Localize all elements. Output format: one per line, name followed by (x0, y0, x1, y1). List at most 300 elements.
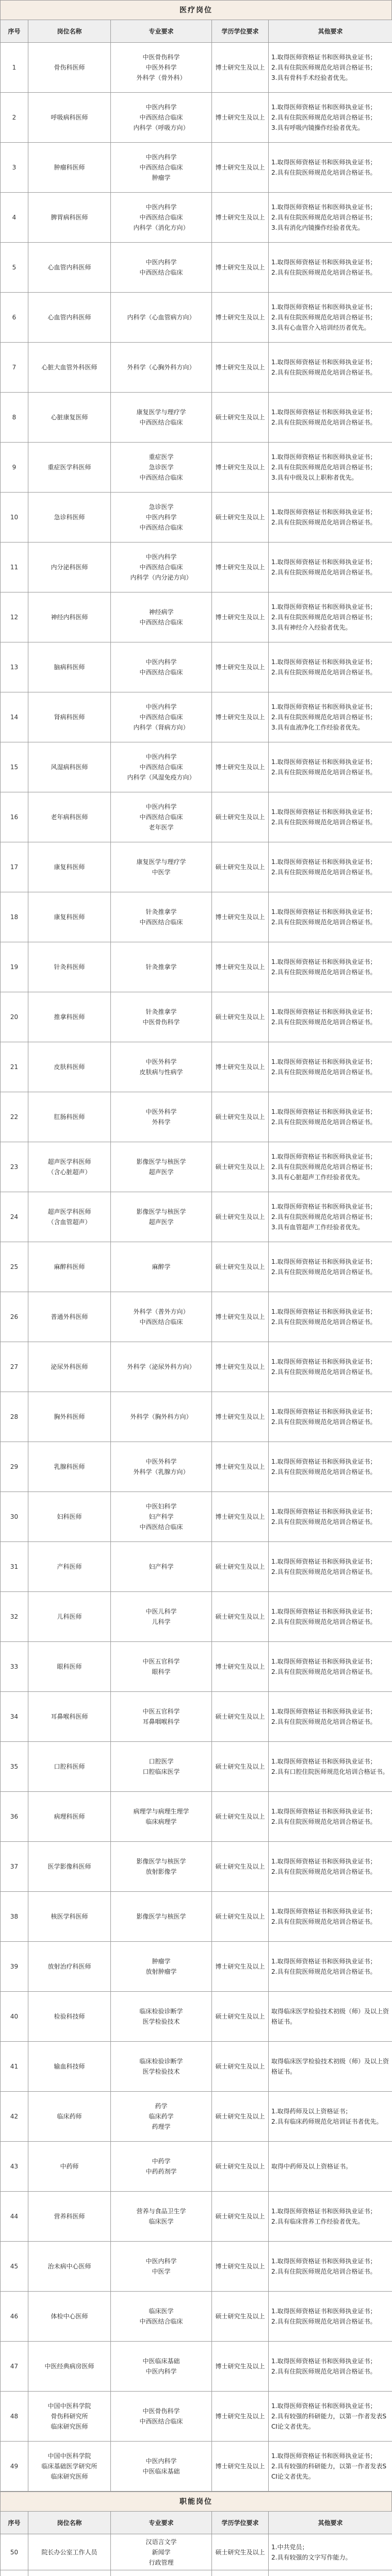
cell-no: 19 (1, 942, 28, 992)
table-row (1, 2242, 392, 2292)
col-header-other: 其他要求 (269, 2512, 392, 2534)
cell-other: 1.取得医师资格证书和医师执业证书； 2.具有口腔住院医师规范化培训合格证书。 (269, 1742, 392, 1792)
cell-degree: 博士研究生及以上 (212, 2442, 269, 2492)
cell-no: 42 (1, 2092, 28, 2142)
cell-name: 肾病科医师 (28, 692, 111, 742)
cell-degree: 博士研究生及以上 (212, 1642, 269, 1692)
cell-other: 1.取得医师资格证书和医师执业证书； 2.具有住院医师规范化培训合格证书； 3.具有心血管介入培训经历者优先。 (269, 293, 392, 343)
cell-other: 1.取得医师资格证书和医师执业证书； 2.具有住院医师规范化培训合格证书； 3.具有中级及以上职称者优先。 (269, 443, 392, 493)
cell-name: 心脏康复医师 (28, 393, 111, 443)
table-row (1, 1942, 392, 1992)
table-row (1, 1842, 392, 1892)
section-title-medical: 医疗岗位 (0, 0, 392, 20)
cell-other: 1.取得医师资格证书和医师执业证书； 2.具有住院医师规范化培训合格证书； 3.具有神经介入经验者优先。 (269, 592, 392, 642)
cell-name: 普通外科医师 (28, 1292, 111, 1342)
cell-other: 1.取得医师资格证书和医师执业证书； 2.具有住院医师规范化培训合格证书。 (269, 543, 392, 592)
cell-no: 8 (1, 393, 28, 443)
cell-major: 中医骨伤科学 中医外科学 外科学（骨外科） (111, 43, 212, 93)
cell-no: 48 (1, 2392, 28, 2442)
cell-other: 1.取得医师资格证书和医师执业证书； 2.具有住院医师规范化培训合格证书。 (269, 1042, 392, 1092)
cell-no: 4 (1, 193, 28, 243)
table-row (1, 2092, 392, 2142)
cell-other: 1.取得医师资格证书和医师执业证书； 2.具有住院医师规范化培训合格证书； 3.具有呼吸内镜操作经验者优先。 (269, 93, 392, 143)
cell-degree: 硕士研究生及以上 (212, 1592, 269, 1642)
cell-degree: 博士研究生及以上 (212, 193, 269, 243)
table-row (1, 1342, 392, 1392)
cell-other: 1.取得药师及以上资格证书； 2.具有临床药师规范化培训证书者优先。 (269, 2092, 392, 2142)
cell-other: 1.取得医师资格证书和医师执业证书； 2.具有住院医师规范化培训合格证书。 (269, 2342, 392, 2392)
cell-no: 43 (1, 2142, 28, 2192)
cell-other: 1.取得医师资格证书和医师执业证书； 2.具有住院医师规范化培训合格证书。 (269, 642, 392, 692)
cell-name: 妇科医师 (28, 1492, 111, 1542)
cell-no: 34 (1, 1692, 28, 1742)
cell-degree: 硕士研究生及以上 (212, 2534, 269, 2570)
cell-name: 神经内科医师 (28, 592, 111, 642)
cell-other: 1.取得医师资格证书和医师执业证书； 2.具有住院医师规范化培训合格证书。 (269, 1592, 392, 1642)
table-row (1, 592, 392, 642)
cell-name: 重症医学科医师 (28, 443, 111, 493)
cell-other: 1.取得医师资格证书和医师执业证书； 2.具有住院医师规范化培训合格证书。 (269, 1242, 392, 1292)
cell-degree: 硕士研究生及以上 (212, 1892, 269, 1942)
table-row (1, 343, 392, 393)
cell-major: 外科学（普外方向） 中西医结合临床 (111, 1292, 212, 1342)
cell-degree (212, 2570, 269, 2576)
header-row (1, 2512, 392, 2534)
col-header-major: 专业要求 (111, 2512, 212, 2534)
cell-no: 47 (1, 2342, 28, 2392)
cell-other: 1.中共党员； 2.具有较强的文字写作能力。 (269, 2534, 392, 2570)
cell-degree: 博士研究生及以上 (212, 2242, 269, 2292)
cell-major: 外科学（泌尿外科方向） (111, 1342, 212, 1392)
table-row (1, 1492, 392, 1542)
cell-major (111, 2570, 212, 2576)
cell-name: 中国中医科学院 临床基础医学研究所 临床研究医师 (28, 2442, 111, 2492)
cell-other: 1.取得医师资格证书和医师执业证书； 2.具有住院医师规范化培训合格证书。 (269, 1892, 392, 1942)
table-row (1, 2534, 392, 2570)
cell-major: 中医外科学 外科学 (111, 1092, 212, 1142)
cell-major: 中医内科学 中西医结合临床 (111, 642, 212, 692)
table-row (1, 1792, 392, 1842)
cell-no: 33 (1, 1642, 28, 1692)
cell-major: 肿瘤学 放射肿瘤学 (111, 1942, 212, 1992)
table-row (1, 1042, 392, 1092)
cell-degree: 硕士研究生及以上 (212, 1842, 269, 1892)
table-row (1, 1542, 392, 1592)
cell-other: 1.取得医师资格证书和医师执业证书； 2.具有住院医师规范化培训合格证书。 (269, 1492, 392, 1542)
cell-major: 重症医学 急诊医学 中西医结合临床 (111, 443, 212, 493)
cell-degree: 博士研究生及以上 (212, 293, 269, 343)
section-title-functional: 职能岗位 (0, 2492, 392, 2511)
cell-other: 1.取得医师资格证书和医师执业证书； 2.具有住院医师规范化培训合格证书。 (269, 1542, 392, 1592)
cell-major: 中药学 中药药剂学 (111, 2142, 212, 2192)
cell-degree: 博士研究生及以上 (212, 543, 269, 592)
table-row (1, 692, 392, 742)
table-row (1, 992, 392, 1042)
cell-degree: 博士研究生及以上 (212, 592, 269, 642)
cell-degree: 硕士研究生及以上 (212, 2192, 269, 2242)
cell-major: 中医妇科学 妇产科学 中西医结合临床 (111, 1492, 212, 1542)
cell-name: 老年病科医师 (28, 792, 111, 842)
table-row (1, 1642, 392, 1692)
col-header-degree: 学历学位要求 (212, 20, 269, 43)
cell-other: 1.取得医师资格证书和医师执业证书； 2.具有住院医师规范化培训合格证书。 (269, 1642, 392, 1692)
cell-name: 核医学科医师 (28, 1892, 111, 1942)
cell-other: 1.取得医师资格证书和医师执业证书； 2.具有住院医师规范化培训合格证书。 (269, 1292, 392, 1342)
functional-positions-table (0, 2511, 392, 2576)
cell-major: 口腔医学 口腔临床医学 (111, 1742, 212, 1792)
cell-other: 1.取得医师资格证书和医师执业证书； 2.具有住院医师规范化培训合格证书。 (269, 2242, 392, 2292)
cell-major: 神经病学 中西医结合临床 (111, 592, 212, 642)
cell-name: 乳腺科医师 (28, 1442, 111, 1492)
cell-other: 1.取得医师资格证书和医师执业证书； 2.具有住院医师规范化培训合格证书。 (269, 1342, 392, 1392)
cell-major: 中医五官科学 眼科学 (111, 1642, 212, 1692)
cell-major: 内科学（心血管病方向） (111, 293, 212, 343)
cell-name: 输血科技师 (28, 2042, 111, 2092)
cell-degree: 博士研究生及以上 (212, 1342, 269, 1392)
cell-no: 16 (1, 792, 28, 842)
cell-no: 50 (1, 2534, 28, 2570)
cell-major: 药学 临床药学 药理学 (111, 2092, 212, 2142)
cell-other: 1.取得医师资格证书和医师执业证书； 2.具有住院医师规范化培训合格证书。 (269, 1092, 392, 1142)
cell-no: 20 (1, 992, 28, 1042)
table-row (1, 842, 392, 892)
table-row (1, 1142, 392, 1192)
cell-other: 1.取得医师资格证书和医师执业证书； 2.具有住院医师规范化培训合格证书。 (269, 942, 392, 992)
cell-major: 中医内科学 中西医结合临床 内科学（消化方向） (111, 193, 212, 243)
cell-major: 中医外科学 皮肤病与性病学 (111, 1042, 212, 1092)
table-row (1, 1692, 392, 1742)
cell-other: 1.取得医师资格证书和医师执业证书； 2.具有住院医师规范化培训合格证书； 3.具有消化内镜操作经验者优先。 (269, 193, 392, 243)
cell-name: 临床药师 (28, 2092, 111, 2142)
cell-other: 1.取得医师资格证书和医师执业证书； 2.具有住院医师规范化培训合格证书。 (269, 1692, 392, 1742)
cell-no: 18 (1, 892, 28, 942)
cell-major: 康复医学与理疗学 中医学 (111, 842, 212, 892)
cell-major: 中医内科学 中西医结合临床 内科学（风湿免疫方向） (111, 742, 212, 792)
table-row (1, 1092, 392, 1142)
cell-other: 1.取得医师资格证书和医师执业证书； 2.具有较强的科研能力，以第一作者发表SCI论文者优先。 (269, 2442, 392, 2492)
cell-no: 37 (1, 1842, 28, 1892)
table-row (1, 1392, 392, 1442)
cell-degree: 博士研究生及以上 (212, 443, 269, 493)
medical-table-body (1, 43, 392, 2492)
cell-name: 呼吸病科医师 (28, 93, 111, 143)
cell-name: 中医经典病房医师 (28, 2342, 111, 2392)
cell-other: 1.取得医师资格证书和医师执业证书； 2.具有住院医师规范化培训合格证书。 (269, 792, 392, 842)
cell-no: 7 (1, 343, 28, 393)
cell-major: 临床检验诊断学 医学检验技术 (111, 2042, 212, 2092)
cell-no: 11 (1, 543, 28, 592)
table-row (1, 2142, 392, 2192)
cell-name: 麻醉科医师 (28, 1242, 111, 1292)
cell-degree: 博士研究生及以上 (212, 43, 269, 93)
cell-no: 45 (1, 2242, 28, 2292)
table-row (1, 1292, 392, 1342)
cell-major: 病理学与病理生理学 临床病理学 (111, 1792, 212, 1842)
cell-no: 14 (1, 692, 28, 742)
cell-name: 脾胃病科医师 (28, 193, 111, 243)
cell-degree: 博士研究生及以上 (212, 1442, 269, 1492)
cell-major: 中医内科学 中西医结合临床 肿瘤学 (111, 143, 212, 193)
table-row (1, 143, 392, 193)
cell-no: 46 (1, 2292, 28, 2342)
col-header-name: 岗位名称 (28, 2512, 111, 2534)
table-row (1, 1192, 392, 1242)
cell-name: 儿科医师 (28, 1592, 111, 1642)
table-row (1, 2570, 392, 2576)
cell-major: 中医内科学 中西医结合临床 内科学（肾病方向） (111, 692, 212, 742)
cell-other: 1.取得医师资格证书和医师执业证书； 2.具有住院医师规范化培训合格证书； 3.具有血液净化工作经验者优先。 (269, 692, 392, 742)
cell-degree: 硕士研究生及以上 (212, 493, 269, 543)
cell-no: 22 (1, 1092, 28, 1142)
cell-no: 23 (1, 1142, 28, 1192)
cell-no: 1 (1, 43, 28, 93)
cell-degree: 硕士研究生及以上 (212, 1692, 269, 1742)
cell-degree: 博士研究生及以上 (212, 1292, 269, 1342)
cell-major: 中医骨伤科学 中西医结合临床 (111, 2392, 212, 2442)
table-row (1, 93, 392, 143)
cell-degree: 硕士研究生及以上 (212, 2292, 269, 2342)
cell-degree: 博士研究生及以上 (212, 1492, 269, 1542)
cell-name: 体检中心医师 (28, 2292, 111, 2342)
table-row (1, 393, 392, 443)
cell-degree: 硕士研究生及以上 (212, 2092, 269, 2142)
col-header-name: 岗位名称 (28, 20, 111, 43)
cell-name: 检验科技师 (28, 1992, 111, 2042)
cell-degree: 硕士研究生及以上 (212, 842, 269, 892)
table-row (1, 543, 392, 592)
table-row (1, 43, 392, 93)
cell-degree: 硕士研究生及以上 (212, 2042, 269, 2092)
table-row (1, 243, 392, 293)
cell-other: 1.取得医师资格证书和医师执业证书； 2.具有住院医师规范化培训合格证书。 (269, 243, 392, 293)
cell-name: 心血管内科医师 (28, 243, 111, 293)
cell-name: 皮肤科医师 (28, 1042, 111, 1092)
table-row (1, 2192, 392, 2242)
cell-no: 38 (1, 1892, 28, 1942)
cell-other: 取得中药师及以上资格证书。 (269, 2142, 392, 2192)
cell-name (28, 2570, 111, 2576)
cell-name: 口腔科医师 (28, 1742, 111, 1792)
cell-major: 汉语言文学 新闻学 行政管理 (111, 2534, 212, 2570)
cell-other: 1.取得医师资格证书和医师执业证书； 2.具有住院医师规范化培训合格证书； 3.具有血管超声工作经验者优先。 (269, 1192, 392, 1242)
cell-no: 13 (1, 642, 28, 692)
table-row (1, 443, 392, 493)
cell-degree: 硕士研究生及以上 (212, 1992, 269, 2042)
table-row (1, 2292, 392, 2342)
cell-name: 心血管内科医师 (28, 293, 111, 343)
cell-no: 25 (1, 1242, 28, 1292)
cell-other: 取得临床医学检验技术初级（师）及以上资格证书。 (269, 1992, 392, 2042)
cell-other: 1.取得医师资格证书和医师执业证书； 2.具有住院医师规范化培训合格证书； 3.具有心脏超声工作经验者优先。 (269, 1142, 392, 1192)
cell-degree: 博士研究生及以上 (212, 143, 269, 193)
cell-no: 32 (1, 1592, 28, 1642)
cell-no: 39 (1, 1942, 28, 1992)
cell-name: 肿瘤科医师 (28, 143, 111, 193)
cell-name: 治未病中心医师 (28, 2242, 111, 2292)
cell-degree: 硕士研究生及以上 (212, 1092, 269, 1142)
cell-no: 6 (1, 293, 28, 343)
cell-other: 1.取得医师资格证书和医师执业证书； 2.具有住院医师规范化培训合格证书。 (269, 892, 392, 942)
cell-no: 35 (1, 1742, 28, 1792)
table-row (1, 1742, 392, 1792)
cell-other: 1.取得医师资格证书和医师执业证书； 2.具有住院医师规范化培训合格证书。 (269, 1942, 392, 1992)
cell-name: 康复科医师 (28, 892, 111, 942)
cell-major: 营养与食品卫生学 临床医学 (111, 2192, 212, 2242)
table-row (1, 2042, 392, 2092)
table-row (1, 493, 392, 543)
cell-degree: 博士研究生及以上 (212, 742, 269, 792)
cell-degree: 硕士研究生及以上 (212, 1542, 269, 1592)
cell-major: 中医儿科学 儿科学 (111, 1592, 212, 1642)
cell-major: 影像医学与核医学 (111, 1892, 212, 1942)
cell-name: 产科医师 (28, 1542, 111, 1592)
table-row (1, 193, 392, 243)
cell-no: 10 (1, 493, 28, 543)
cell-no: 40 (1, 1992, 28, 2042)
col-header-no: 序号 (1, 20, 28, 43)
cell-other: 1.取得医师资格证书和医师执业证书； 2.具有住院医师规范化培训合格证书； 3.具有骨科手术经验者优先。 (269, 43, 392, 93)
col-header-no: 序号 (1, 2512, 28, 2534)
cell-other: 1.取得医师资格证书和医师执业证书； 2.具有住院医师规范化培训合格证书。 (269, 1842, 392, 1892)
cell-degree: 博士研究生及以上 (212, 692, 269, 742)
cell-no: 26 (1, 1292, 28, 1342)
cell-no: 29 (1, 1442, 28, 1492)
cell-major: 中医五官科学 耳鼻咽喉科学 (111, 1692, 212, 1742)
cell-major: 影像医学与核医学 放射影像学 (111, 1842, 212, 1892)
cell-major: 中医内科学 中西医结合临床 (111, 243, 212, 293)
cell-major: 中医内科学 中医学 (111, 2242, 212, 2292)
table-row (1, 1242, 392, 1292)
cell-major: 急诊医学 中医内科学 中西医结合临床 (111, 493, 212, 543)
cell-degree: 硕士研究生及以上 (212, 1142, 269, 1192)
cell-no: 28 (1, 1392, 28, 1442)
section-functional (0, 2492, 392, 2576)
cell-other: 1.取得医师资格证书和医师执业证书； 2.具有住院医师规范化培训合格证书。 (269, 493, 392, 543)
cell-degree: 硕士研究生及以上 (212, 792, 269, 842)
cell-name: 院长办公室工作人员 (28, 2534, 111, 2570)
cell-name: 肛肠科医师 (28, 1092, 111, 1142)
cell-degree: 博士研究生及以上 (212, 642, 269, 692)
cell-major: 针灸推拿学 (111, 942, 212, 992)
cell-major: 康复医学与理疗学 中西医结合临床 (111, 393, 212, 443)
cell-other: 1.取得医师资格证书和医师执业证书； 2.具有住院医师规范化培训合格证书。 (269, 393, 392, 443)
cell-major: 中医内科学 中西医结合临床 老年医学 (111, 792, 212, 842)
cell-no: 9 (1, 443, 28, 493)
cell-other: 取得临床医学检验技术初级（师）及以上资格证书。 (269, 2042, 392, 2092)
cell-no: 49 (1, 2442, 28, 2492)
cell-degree: 硕士研究生及以上 (212, 1742, 269, 1792)
cell-other: 1.取得医师资格证书和医师执业证书； 2.具有住院医师规范化培训合格证书。 (269, 143, 392, 193)
cell-no: 44 (1, 2192, 28, 2242)
cell-name: 病理科医师 (28, 1792, 111, 1842)
cell-name: 心脏大血管外科医师 (28, 343, 111, 393)
cell-name: 胸外科医师 (28, 1392, 111, 1442)
cell-degree: 博士研究生及以上 (212, 93, 269, 143)
cell-major: 外科学（胸外科方向） (111, 1392, 212, 1442)
cell-other: 1.取得医师资格证书和医师执业证书； 2.具有住院医师规范化培训合格证书。 (269, 992, 392, 1042)
cell-major: 中医内科学 中西医结合临床 内科学（内分泌方向） (111, 543, 212, 592)
table-row (1, 1592, 392, 1642)
cell-major: 中医内科学 中西医结合临床 内科学（呼吸方向） (111, 93, 212, 143)
cell-other: 1.取得医师资格证书和医师执业证书； 2.具有住院医师规范化培训合格证书。 (269, 742, 392, 792)
cell-no: 5 (1, 243, 28, 293)
cell-other: 1.取得医师资格证书和医师执业证书； 2.具有住院医师规范化培训合格证书。 (269, 1392, 392, 1442)
table-row (1, 2392, 392, 2442)
cell-name: 急诊科医师 (28, 493, 111, 543)
table-row (1, 1992, 392, 2042)
cell-major: 外科学（心胸外科方向） (111, 343, 212, 393)
cell-degree: 硕士研究生及以上 (212, 2142, 269, 2192)
cell-no: 36 (1, 1792, 28, 1842)
cell-major: 中医临床基础 中医内科学 (111, 2342, 212, 2392)
cell-major: 中医内科学 中医临床基础 (111, 2442, 212, 2492)
cell-degree: 博士研究生及以上 (212, 892, 269, 942)
table-row (1, 642, 392, 692)
table-row (1, 2342, 392, 2392)
col-header-other: 其他要求 (269, 20, 392, 43)
cell-name: 泌尿外科医师 (28, 1342, 111, 1392)
cell-major: 临床检验诊断学 医学检验技术 (111, 1992, 212, 2042)
table-row (1, 892, 392, 942)
cell-no: 31 (1, 1542, 28, 1592)
cell-major: 影像医学与核医学 超声医学 (111, 1142, 212, 1192)
cell-no: 12 (1, 592, 28, 642)
cell-major: 临床医学 中西医结合临床 (111, 2292, 212, 2342)
table-row (1, 742, 392, 792)
cell-name: 针灸科医师 (28, 942, 111, 992)
table-row (1, 942, 392, 992)
table-row (1, 1892, 392, 1942)
cell-degree: 博士研究生及以上 (212, 1042, 269, 1092)
cell-degree: 博士研究生及以上 (212, 343, 269, 393)
cell-no: 15 (1, 742, 28, 792)
cell-name: 康复科医师 (28, 842, 111, 892)
cell-name: 放射治疗科医师 (28, 1942, 111, 1992)
cell-degree: 博士研究生及以上 (212, 2392, 269, 2442)
cell-other: 1.取得医师资格证书和医师执业证书； 2.具有较强的科研能力，以第一作者发表SCI论文者优先。 (269, 2392, 392, 2442)
cell-no: 21 (1, 1042, 28, 1092)
cell-major: 针灸推拿学 中西医结合临床 (111, 892, 212, 942)
cell-major: 麻醉学 (111, 1242, 212, 1292)
cell-name: 中国中医科学院 骨伤科研究所 临床研究医师 (28, 2392, 111, 2442)
cell-degree: 硕士研究生及以上 (212, 1242, 269, 1292)
cell-degree: 博士研究生及以上 (212, 243, 269, 293)
cell-degree: 博士研究生及以上 (212, 1942, 269, 1992)
cell-degree: 硕士研究生及以上 (212, 393, 269, 443)
cell-name: 营养科医师 (28, 2192, 111, 2242)
cell-no: 24 (1, 1192, 28, 1242)
functional-table-body (1, 2534, 392, 2576)
cell-name: 耳鼻喉科医师 (28, 1692, 111, 1742)
cell-name: 眼科医师 (28, 1642, 111, 1692)
cell-other: 1.取得医师资格证书和医师执业证书； 2.具有临床营养工作经验者优先。 (269, 2192, 392, 2242)
cell-no: 41 (1, 2042, 28, 2092)
cell-no: 2 (1, 93, 28, 143)
cell-other: 1.取得医师资格证书和医师执业证书； 2.具有住院医师规范化培训合格证书。 (269, 343, 392, 393)
cell-other: 1.取得医师资格证书和医师执业证书； 2.具有住院医师规范化培训合格证书。 (269, 842, 392, 892)
cell-no: 30 (1, 1492, 28, 1542)
cell-no: 27 (1, 1342, 28, 1392)
cell-name: 脑病科医师 (28, 642, 111, 692)
cell-other: 1.取得医师资格证书和医师执业证书； 2.具有住院医师规范化培训合格证书。 (269, 2292, 392, 2342)
cell-major: 针灸推拿学 中医骨伤科学 (111, 992, 212, 1042)
cell-other: 1.取得医师资格证书和医师执业证书； 2.具有住院医师规范化培训合格证书。 (269, 1442, 392, 1492)
cell-name: 医学影像科医师 (28, 1842, 111, 1892)
table-row (1, 2442, 392, 2492)
cell-degree: 博士研究生及以上 (212, 1392, 269, 1442)
cell-name: 风湿病科医师 (28, 742, 111, 792)
cell-major: 妇产科学 (111, 1542, 212, 1592)
